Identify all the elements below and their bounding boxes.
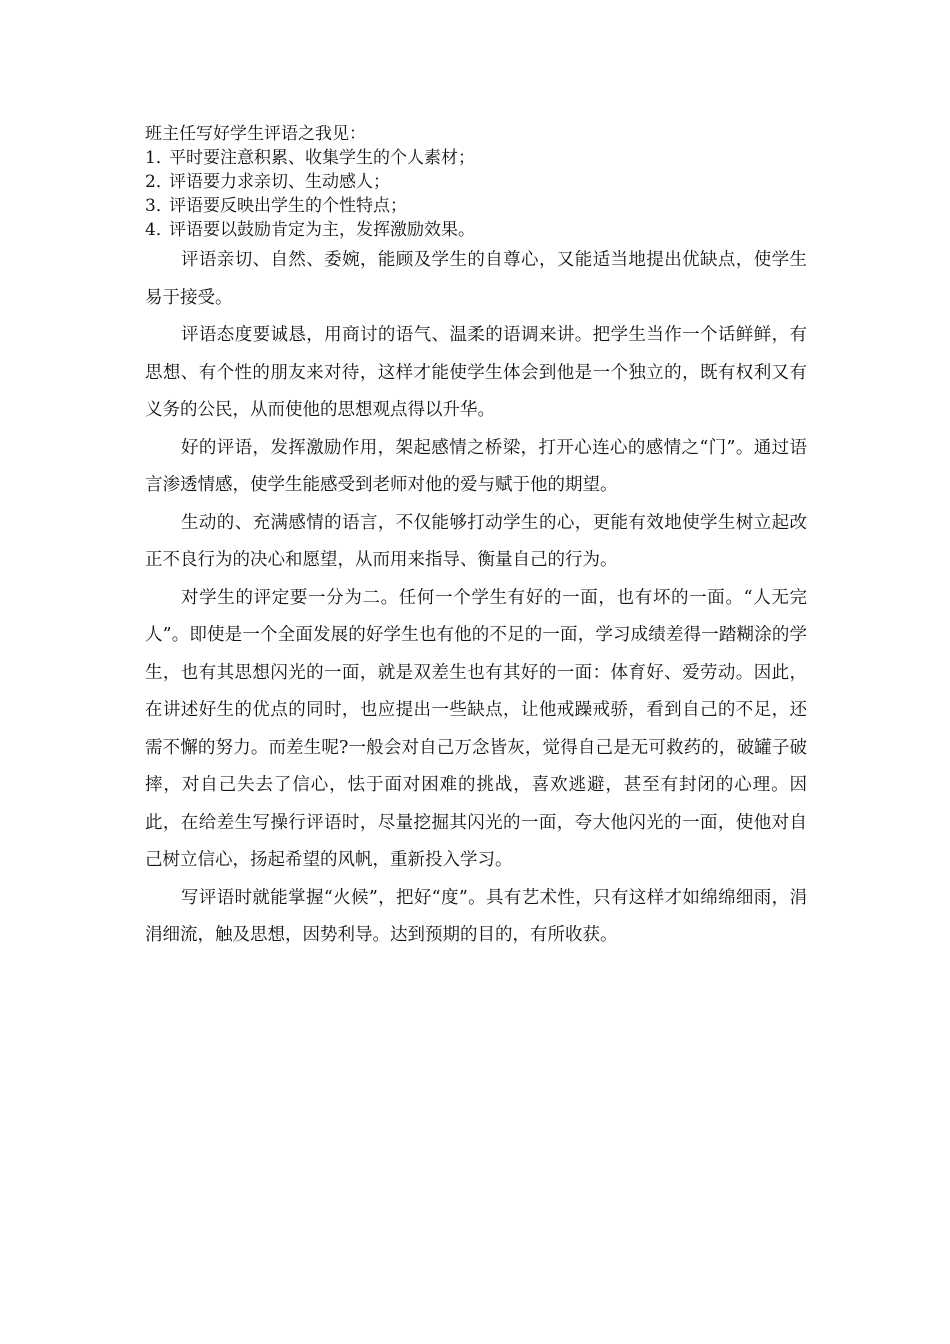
list-item-text: 评语要反映出学生的个性特点； [169, 196, 407, 216]
document-page [145, 122, 807, 955]
list-item-number: 4． [145, 220, 173, 240]
list-item-text: 评语要以鼓励肯定为主，发挥激励效果。 [169, 220, 475, 240]
list-item-number: 2． [145, 172, 173, 192]
body-paragraph-3: 好的评语，发挥激励作用，架起感情之桥梁，打开心连心的感情之“门”。通过语言渗透情感，使学生能感受到老师对他的爱与赋于他的期望。 [145, 437, 807, 495]
guideline-list [145, 146, 807, 242]
body-paragraph-6: 写评语时就能掌握“火候”，把好“度”。具有艺术性，只有这样才如绵绵细雨，涓涓细流，触及思想，因势利导。达到预期的目的，有所收获。 [145, 887, 807, 945]
document-heading: 班主任写好学生评语之我见： [145, 124, 366, 144]
list-item [145, 170, 807, 194]
list-item [145, 218, 807, 242]
body-paragraph-4: 生动的、充满感情的语言，不仅能够打动学生的心，更能有效地使学生树立起改正不良行为的决心和愿望，从而用来指导、衡量自己的行为。 [145, 512, 807, 570]
body-paragraph-1: 评语亲切、自然、委婉，能顾及学生的自尊心，又能适当地提出优缺点，使学生易于接受。 [145, 250, 807, 308]
body-paragraph-2: 评语态度要诚恳，用商讨的语气、温柔的语调来讲。把学生当作一个话鲜鲜，有思想、有个性的朋友来对待，这样才能使学生体会到他是一个独立的，既有权利又有义务的公民，从而使他的思想观点得以升华。 [145, 325, 807, 420]
list-item [145, 146, 807, 170]
list-item-number: 3． [145, 196, 173, 216]
list-item-text: 平时要注意积累、收集学生的个人素材； [169, 148, 475, 168]
list-item [145, 194, 807, 218]
body-paragraph-5: 对学生的评定要一分为二。任何一个学生有好的一面，也有坏的一面。“人无完人”。即使是一个全面发展的好学生也有他的不足的一面，学习成绩差得一踏糊涂的学生，也有其思想闪光的一面，就是双差生也有其好的一面：体育好、爱劳动。因此，在讲述好生的优点的同时，也应提出一些缺点，让他戒躁戒骄，看到自己的不足，还需不懈的努力。而差生呢?一般会对自己万念皆灰，觉得自己是无可救药的，破罐子破摔，对自己失去了信心，怯于面对困难的挑战，喜欢逃避，甚至有封闭的心理。因此，在给差生写操行评语时，尽量挖掘其闪光的一面，夸大他闪光的一面，使他对自己树立信心，扬起希望的风帆，重新投入学习。 [145, 587, 807, 870]
list-item-text: 评语要力求亲切、生动感人； [169, 172, 390, 192]
list-item-number: 1． [145, 148, 173, 168]
